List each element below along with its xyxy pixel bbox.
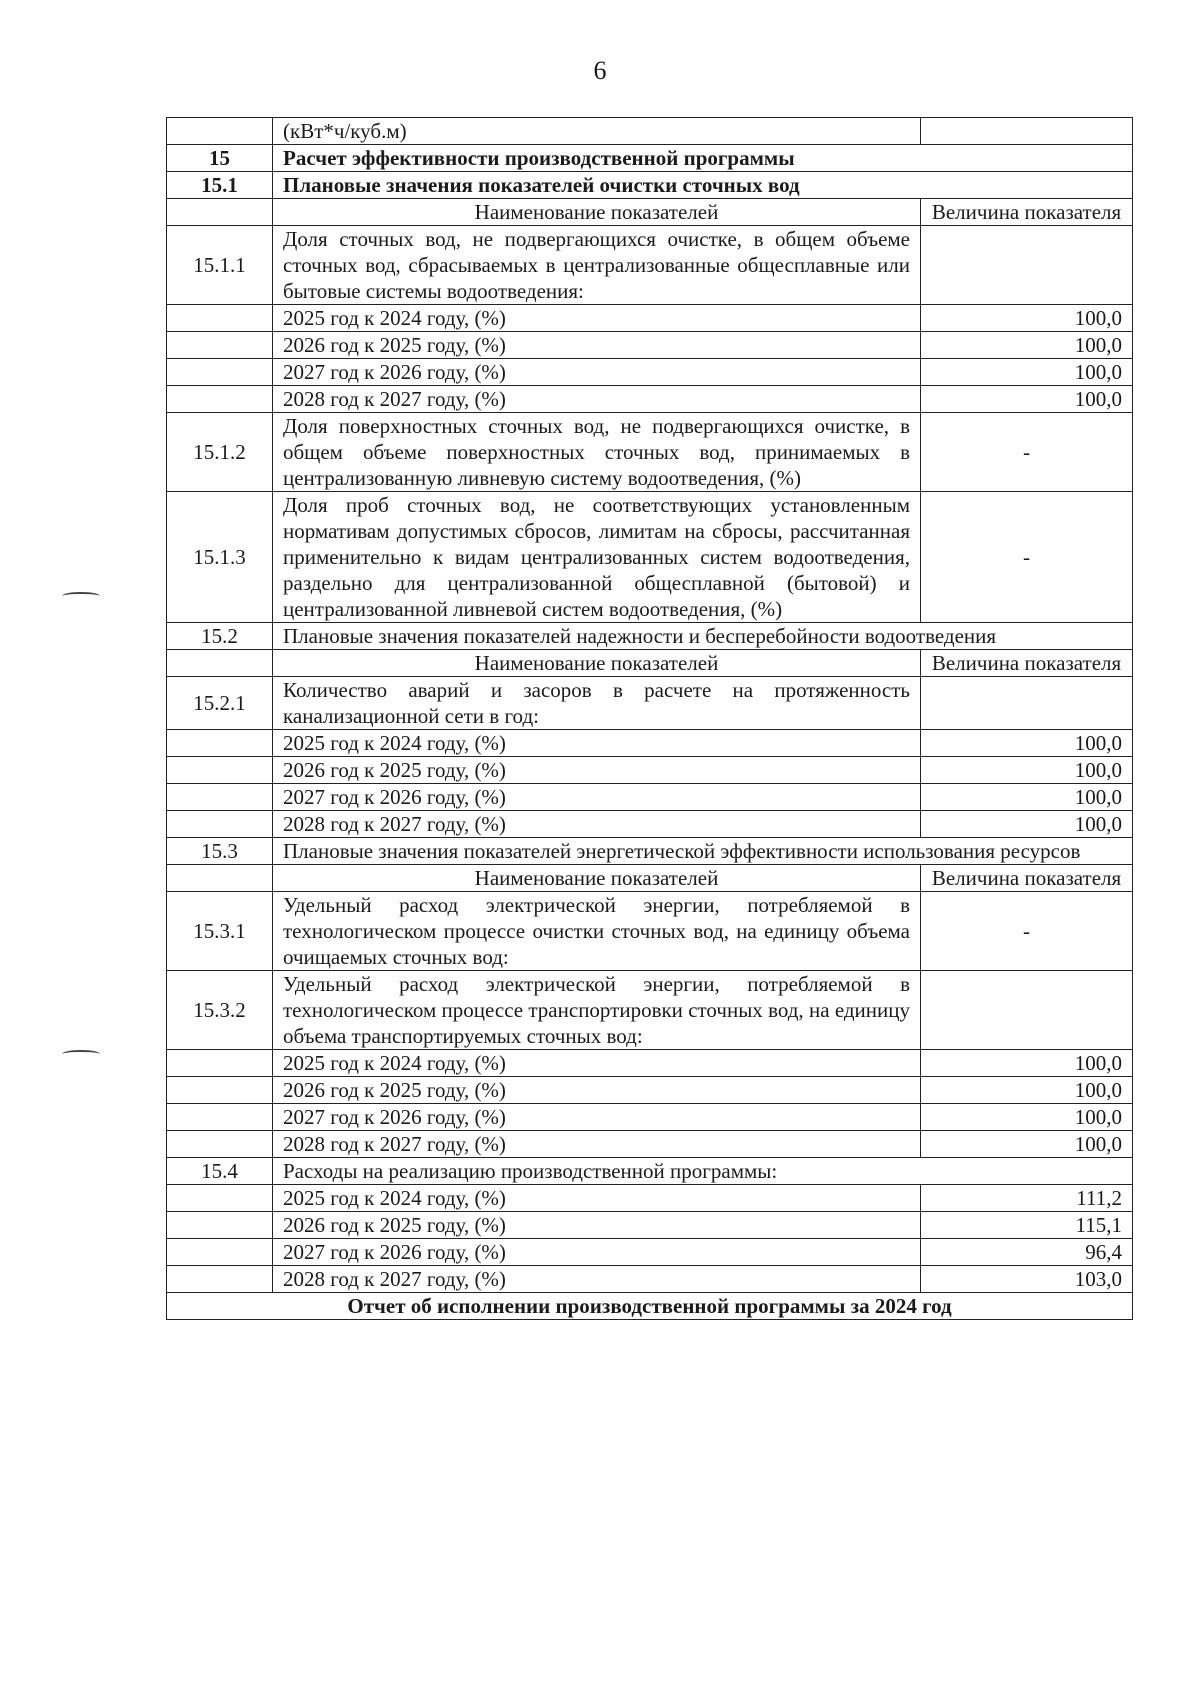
row-number [167, 650, 273, 677]
table-row [167, 1050, 1133, 1077]
column-header-name: Наименование показателей [273, 199, 921, 226]
indicator-value [921, 971, 1133, 1050]
table-row [167, 332, 1133, 359]
row-number: 15.3.1 [167, 892, 273, 971]
row-number [167, 1212, 273, 1239]
indicator-value: 100,0 [921, 305, 1133, 332]
section-title: Расходы на реализацию производственной программы: [273, 1158, 1133, 1185]
indicator-value: 100,0 [921, 1050, 1133, 1077]
table-row [167, 305, 1133, 332]
indicator-value: 100,0 [921, 757, 1133, 784]
row-number [167, 1266, 273, 1293]
row-number [167, 865, 273, 892]
column-header-name: Наименование показателей [273, 865, 921, 892]
table-row [167, 784, 1133, 811]
row-number [167, 332, 273, 359]
row-number [167, 199, 273, 226]
column-header-value: Величина показателя [921, 199, 1133, 226]
row-number: 15.1.3 [167, 492, 273, 623]
indicator-value: 100,0 [921, 784, 1133, 811]
row-number [167, 305, 273, 332]
column-header-value: Величина показателя [921, 865, 1133, 892]
row-number [167, 730, 273, 757]
section-number: 15.3 [167, 838, 273, 865]
table-row [167, 1239, 1133, 1266]
table-row [167, 199, 1133, 226]
row-number [167, 1131, 273, 1158]
row-number [167, 811, 273, 838]
table-row [167, 1212, 1133, 1239]
row-number [167, 1077, 273, 1104]
table-row [167, 359, 1133, 386]
table-row [167, 492, 1133, 623]
indicator-name: 2027 год к 2026 году, (%) [273, 784, 921, 811]
page-number: 6 [593, 56, 607, 85]
table-row [167, 1185, 1133, 1212]
indicator-value: 100,0 [921, 359, 1133, 386]
indicator-value: 103,0 [921, 1266, 1133, 1293]
indicator-value: 100,0 [921, 1077, 1133, 1104]
indicator-name: Количество аварий и засоров в расчете на протяженность канализационной сети в год: [273, 677, 921, 730]
indicator-value: 100,0 [921, 730, 1133, 757]
table-row [167, 838, 1133, 865]
table-row [167, 865, 1133, 892]
section-number: 15 [167, 145, 273, 172]
row-number [167, 757, 273, 784]
indicator-name: 2027 год к 2026 году, (%) [273, 1239, 921, 1266]
indicator-name: 2025 год к 2024 году, (%) [273, 1050, 921, 1077]
table-row [167, 892, 1133, 971]
indicator-name: 2026 год к 2025 году, (%) [273, 332, 921, 359]
table-row [167, 811, 1133, 838]
indicator-value [921, 118, 1133, 145]
table-row [167, 1293, 1133, 1320]
table-row [167, 386, 1133, 413]
indicator-value: 100,0 [921, 1104, 1133, 1131]
section-title: Плановые значения показателей энергетической эффективности использования ресурсов [273, 838, 1133, 865]
indicator-name: 2026 год к 2025 году, (%) [273, 757, 921, 784]
indicator-value: 111,2 [921, 1185, 1133, 1212]
table-row [167, 1077, 1133, 1104]
row-number: 15.1.1 [167, 226, 273, 305]
table-row [167, 650, 1133, 677]
table-row [167, 971, 1133, 1050]
table-body [167, 118, 1133, 1320]
indicator-name: Доля поверхностных сточных вод, не подвергающихся очистке, в общем объеме поверхностных сточных вод, принимаемых в централизованную ливневую систему водоотведения, (%) [273, 413, 921, 492]
indicators-table [166, 117, 1133, 1320]
row-number [167, 1185, 273, 1212]
row-number [167, 1239, 273, 1266]
table-row [167, 1104, 1133, 1131]
table-row [167, 1131, 1133, 1158]
indicator-value: - [921, 413, 1133, 492]
indicator-value: - [921, 892, 1133, 971]
indicator-value: - [921, 492, 1133, 623]
indicator-value [921, 226, 1133, 305]
indicator-name: Удельный расход электрической энергии, потребляемой в технологическом процессе транспортировки сточных вод, на единицу объема транспортируемых сточных вод: [273, 971, 921, 1050]
row-number: 15.3.2 [167, 971, 273, 1050]
indicator-name: 2026 год к 2025 году, (%) [273, 1212, 921, 1239]
table-row [167, 118, 1133, 145]
table-row [167, 623, 1133, 650]
table-row [167, 1158, 1133, 1185]
indicator-name: 2027 год к 2026 году, (%) [273, 359, 921, 386]
indicator-name: 2025 год к 2024 году, (%) [273, 730, 921, 757]
section-number: 15.4 [167, 1158, 273, 1185]
section-number: 15.2 [167, 623, 273, 650]
table-row [167, 1266, 1133, 1293]
table-row [167, 677, 1133, 730]
footer-title: Отчет об исполнении производственной программы за 2024 год [167, 1293, 1133, 1320]
indicator-name: 2025 год к 2024 году, (%) [273, 305, 921, 332]
indicator-name: 2028 год к 2027 году, (%) [273, 386, 921, 413]
indicator-name: 2028 год к 2027 году, (%) [273, 1266, 921, 1293]
column-header-value: Величина показателя [921, 650, 1133, 677]
table-row [167, 226, 1133, 305]
table-row [167, 730, 1133, 757]
row-number: 15.2.1 [167, 677, 273, 730]
section-title: Плановые значения показателей надежности и бесперебойности водоотведения [273, 623, 1133, 650]
indicator-name: 2026 год к 2025 году, (%) [273, 1077, 921, 1104]
row-number [167, 1104, 273, 1131]
table-row [167, 172, 1133, 199]
indicator-name: 2025 год к 2024 году, (%) [273, 1185, 921, 1212]
table-row [167, 757, 1133, 784]
indicator-name: 2027 год к 2026 году, (%) [273, 1104, 921, 1131]
indicator-value: 100,0 [921, 1131, 1133, 1158]
indicator-value: 100,0 [921, 386, 1133, 413]
indicator-value: 96,4 [921, 1239, 1133, 1266]
indicator-value: 115,1 [921, 1212, 1133, 1239]
row-number [167, 386, 273, 413]
margin-mark [62, 592, 100, 600]
indicator-name: 2028 год к 2027 году, (%) [273, 1131, 921, 1158]
indicator-value: 100,0 [921, 332, 1133, 359]
indicator-name: 2028 год к 2027 году, (%) [273, 811, 921, 838]
margin-mark [62, 1050, 100, 1058]
row-number [167, 784, 273, 811]
indicator-name: Доля проб сточных вод, не соответствующих установленным нормативам допустимых сбросов, лимитам на сбросы, рассчитанная применительно к видам централизованных систем водоотведения, раздельно для централизованной общесплавной (бытовой) и централизованной ливневой систем водоотведения, (%) [273, 492, 921, 623]
section-number: 15.1 [167, 172, 273, 199]
indicator-name: Доля сточных вод, не подвергающихся очистке, в общем объеме сточных вод, сбрасываемых в централизованные общесплавные или бытовые системы водоотведения: [273, 226, 921, 305]
indicator-value: 100,0 [921, 811, 1133, 838]
indicator-name: (кВт*ч/куб.м) [273, 118, 921, 145]
section-title: Расчет эффективности производственной программы [273, 145, 1133, 172]
row-number: 15.1.2 [167, 413, 273, 492]
row-number [167, 1050, 273, 1077]
column-header-name: Наименование показателей [273, 650, 921, 677]
row-number [167, 359, 273, 386]
row-number [167, 118, 273, 145]
table-row [167, 145, 1133, 172]
indicator-name: Удельный расход электрической энергии, потребляемой в технологическом процессе очистки сточных вод, на единицу объема очищаемых сточных вод: [273, 892, 921, 971]
section-title: Плановые значения показателей очистки сточных вод [273, 172, 1133, 199]
indicator-value [921, 677, 1133, 730]
table-row [167, 413, 1133, 492]
